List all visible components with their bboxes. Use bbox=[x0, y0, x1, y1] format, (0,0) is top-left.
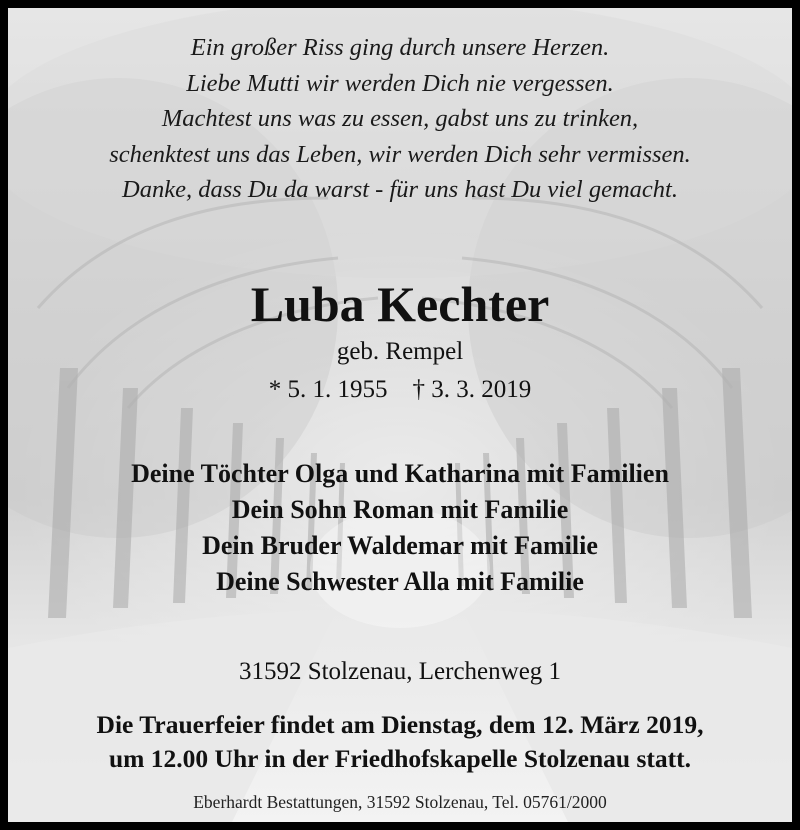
poem-line: Machtest uns was zu essen, gabst uns zu trinken, bbox=[161, 105, 639, 132]
mourner-line: Deine Töchter Olga und Katharina mit Familien bbox=[131, 459, 669, 488]
poem-line: schenktest uns das Leben, wir werden Dich sehr vermissen. bbox=[109, 140, 691, 168]
poem-line: Liebe Mutti wir werden Dich nie vergessen. bbox=[186, 69, 614, 97]
birth-date: * 5. 1. 1955 bbox=[268, 376, 388, 403]
life-dates bbox=[8, 374, 792, 406]
mourner-line: Dein Bruder Waldemar mit Familie bbox=[202, 531, 598, 560]
funeral-service-info bbox=[8, 708, 792, 776]
obituary-notice bbox=[8, 8, 792, 822]
mourner-line: Deine Schwester Alla mit Familie bbox=[216, 567, 584, 596]
maiden-name: geb. Rempel bbox=[336, 338, 464, 365]
funeral-home-credit: Eberhardt Bestattungen, 31592 Stolzenau, Tel. 05761/2000 bbox=[193, 792, 607, 812]
memorial-poem bbox=[8, 30, 792, 208]
mourners-list bbox=[8, 456, 792, 600]
mourner-line: Dein Sohn Roman mit Familie bbox=[231, 495, 569, 524]
poem-line: Ein großer Riss ging durch unsere Herzen. bbox=[190, 34, 610, 61]
family-address: 31592 Stolzenau, Lerchenweg 1 bbox=[238, 658, 562, 685]
poem-line: Danke, dass Du da warst - für uns hast Du viel gemacht. bbox=[122, 176, 678, 203]
death-date: † 3. 3. 2019 bbox=[412, 376, 532, 403]
ceremony-line-1: Die Trauerfeier findet am Dienstag, dem 12. März 2019, bbox=[96, 710, 704, 739]
ceremony-line-2: um 12.00 Uhr in der Friedhofskapelle Stolzenau statt. bbox=[108, 744, 692, 773]
deceased-name: Luba Kechter bbox=[250, 276, 550, 332]
